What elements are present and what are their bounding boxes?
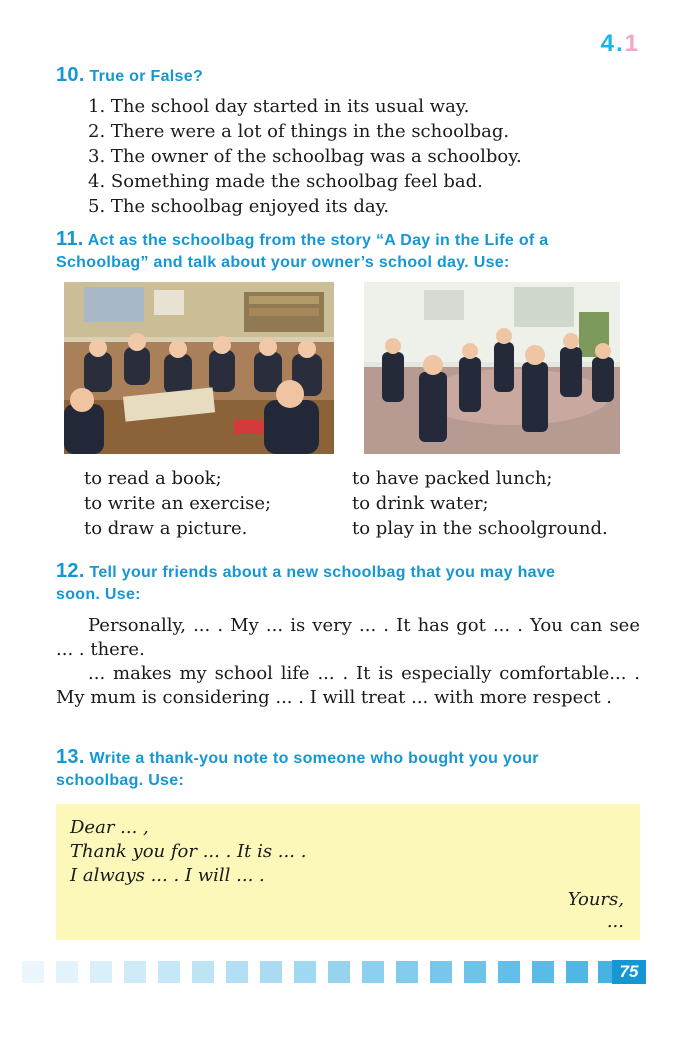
schoolhall-photo-drawing (364, 282, 620, 454)
task-instruction-line: Schoolbag” and talk about your owner’s school day. Use: (56, 254, 510, 271)
note-line: I always ... . I will ... . (70, 865, 265, 886)
task-12-heading (56, 560, 644, 606)
true-false-list (88, 94, 522, 219)
note-closing: Yours, (567, 889, 624, 910)
chapter-subnumber: 1 (624, 30, 640, 57)
task-number: 13. (56, 746, 85, 768)
list-item: to read a book; (84, 468, 222, 489)
note-greeting: Dear ... , (70, 817, 149, 838)
task-instruction-line: Act as the schoolbag from the story “A Day in the Life of a (87, 232, 549, 249)
task-12-paragraph-2: ... makes my school life ... . It is especially comfortable... . My mum is considering ... . I will treat ... with more respect . (56, 663, 640, 708)
list-item: to draw a picture. (84, 518, 248, 539)
classroom-photo (64, 282, 334, 454)
task-instruction-line: soon. Use: (56, 586, 141, 603)
list-item: to have packed lunch; (352, 468, 553, 489)
task-11-heading (56, 228, 644, 274)
footer-decorative-strip (22, 961, 620, 983)
task-10-heading (56, 64, 644, 88)
page-number: 75 (612, 960, 646, 984)
note-template-box (56, 804, 640, 940)
note-signature: ... (606, 911, 624, 932)
task-number: 11. (56, 228, 84, 250)
phrases-right (352, 466, 608, 541)
task-instruction-line: Write a thank-you note to someone who bought you your (89, 750, 539, 767)
classroom-photo-drawing (64, 282, 334, 454)
list-item: to play in the schoolground. (352, 518, 608, 539)
task-12-paragraph-1: Personally, ... . My ... is very ... . It has got ... . You can see ... . there. (56, 615, 640, 660)
list-item: to drink water; (352, 493, 489, 514)
list-item: to write an exercise; (84, 493, 272, 514)
list-item: 4. Something made the schoolbag feel bad. (88, 171, 483, 192)
list-item: 2. There were a lot of things in the schoolbag. (88, 121, 510, 142)
chapter-mark (601, 30, 640, 58)
task-instruction-line: Tell your friends about a new schoolbag that you may have (89, 564, 556, 581)
phrases-left (84, 466, 271, 541)
schoolhall-photo (364, 282, 620, 454)
task-instruction: True or False? (89, 68, 204, 85)
list-item: 3. The owner of the schoolbag was a schoolboy. (88, 146, 522, 167)
task-instruction-line: schoolbag. Use: (56, 772, 185, 789)
task-13-heading (56, 746, 644, 792)
task-number: 10. (56, 64, 85, 86)
note-line: Thank you for ... . It is ... . (70, 841, 307, 862)
list-item: 5. The schoolbag enjoyed its day. (88, 196, 390, 217)
task-number: 12. (56, 560, 85, 582)
list-item: 1. The school day started in its usual way. (88, 96, 470, 117)
chapter-number: 4. (600, 30, 625, 57)
